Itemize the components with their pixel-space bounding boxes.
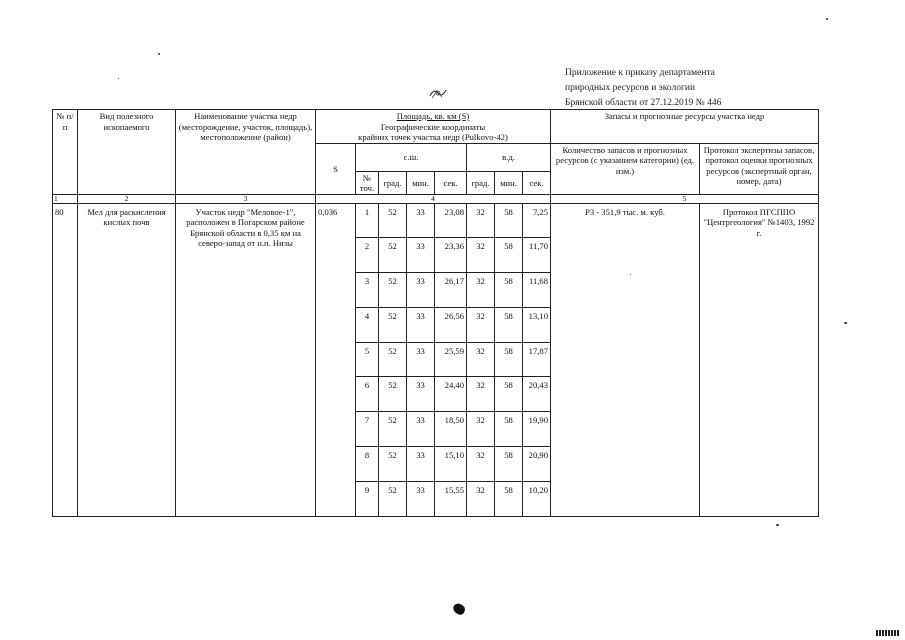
lat-sec: 23,08 (435, 203, 467, 238)
lat-deg: 52 (379, 307, 407, 342)
header-lon-deg: град. (467, 171, 495, 194)
lat-min: 33 (407, 481, 435, 516)
lat-min: 33 (407, 447, 435, 482)
lon-min: 58 (495, 377, 523, 412)
point-number: 7 (356, 412, 379, 447)
header-lat-deg: град. (379, 171, 407, 194)
lon-deg: 32 (467, 447, 495, 482)
header-mineral: Вид полезного ископаемого (78, 110, 176, 195)
scan-speck (158, 53, 160, 55)
lat-sec: 15,55 (435, 481, 467, 516)
lon-min: 58 (495, 447, 523, 482)
appendix-line-2: природных ресурсов и экологии (565, 83, 696, 93)
lon-deg: 32 (467, 412, 495, 447)
lat-min: 33 (407, 203, 435, 238)
point-number: 2 (356, 238, 379, 273)
reserves-table (52, 109, 819, 517)
lon-deg: 32 (467, 481, 495, 516)
lat-sec: 26,17 (435, 273, 467, 308)
record-reserves: Р3 - 351,9 тыс. м. куб. (551, 203, 700, 516)
point-number: 1 (356, 203, 379, 238)
header-coords-title-1: Географические координаты (380, 121, 486, 132)
header-point-no: № точ. (356, 171, 379, 194)
lon-sec: 10,20 (523, 481, 551, 516)
header-lat-sec: сек. (435, 171, 467, 194)
column-number-3: 3 (176, 194, 316, 203)
scan-speck (826, 18, 828, 20)
lat-min: 33 (407, 307, 435, 342)
lon-sec: 11,68 (523, 273, 551, 308)
lat-deg: 52 (379, 447, 407, 482)
header-lon: в.д. (467, 143, 551, 171)
lat-sec: 24,40 (435, 377, 467, 412)
scan-ink-blot (451, 602, 466, 616)
lat-min: 33 (407, 238, 435, 273)
lat-deg: 52 (379, 273, 407, 308)
record-protocol: Протокол ПГСППО "Центргеология" №1403, 1992 г. (700, 203, 819, 516)
appendix-note (565, 66, 795, 111)
scan-speck (776, 524, 779, 526)
lon-sec: 17,87 (523, 342, 551, 377)
lon-min: 58 (495, 273, 523, 308)
header-lat-min: мин. (407, 171, 435, 194)
appendix-line-3: Брянской области от 27.12.2019 № 446 (565, 98, 722, 108)
record-site: Участок недр "Меловое-1", расположен в Погарском районе Брянской области в 0,35 км на северо-запад от н.п. Низы (176, 203, 316, 516)
header-reserves-qty: Количество запасов и прогнозных ресурсов (с указанием категории) (ед. изм.) (551, 143, 700, 194)
lon-deg: 32 (467, 307, 495, 342)
lat-deg: 52 (379, 203, 407, 238)
lon-deg: 32 (467, 203, 495, 238)
header-reserves-title: Запасы и прогнозные ресурсы участка недр (551, 110, 819, 144)
lat-min: 33 (407, 342, 435, 377)
point-number: 5 (356, 342, 379, 377)
point-number: 9 (356, 481, 379, 516)
lat-sec: 26,56 (435, 307, 467, 342)
lon-min: 58 (495, 307, 523, 342)
lon-min: 58 (495, 481, 523, 516)
lat-sec: 23,36 (435, 238, 467, 273)
record-num: 80 (53, 203, 78, 516)
lon-min: 58 (495, 203, 523, 238)
lon-min: 58 (495, 238, 523, 273)
scan-corner-mark (876, 630, 900, 636)
lon-deg: 32 (467, 238, 495, 273)
header-area-coords (316, 110, 551, 144)
header-protocol: Протокол экспертизы запасов, протокол оценки прогнозных ресурсов (экспертный орган, номер, дата) (700, 143, 819, 194)
lon-sec: 7,25 (523, 203, 551, 238)
column-number-2: 2 (78, 194, 176, 203)
lat-sec: 15,10 (435, 447, 467, 482)
header-coords-title-2: крайних точек участка недр (Pulkovo-42) (358, 132, 508, 142)
point-number: 8 (356, 447, 379, 482)
header-s: S (316, 143, 356, 194)
lon-deg: 32 (467, 377, 495, 412)
column-number-5: 5 (551, 194, 819, 203)
lat-deg: 52 (379, 377, 407, 412)
scan-speck (630, 274, 631, 275)
header-area-title: Площадь, кв. км (S) (396, 111, 470, 121)
lat-sec: 18,50 (435, 412, 467, 447)
lon-sec: 20,43 (523, 377, 551, 412)
scan-speck (118, 78, 119, 79)
lat-deg: 52 (379, 238, 407, 273)
column-number-1: 1 (53, 194, 78, 203)
appendix-line-1: Приложение к приказу департамента (565, 68, 715, 78)
lon-sec: 19,90 (523, 412, 551, 447)
record-mineral: Мел для раскисления кислых почв (78, 203, 176, 516)
scan-speck (844, 322, 847, 324)
lat-min: 33 (407, 377, 435, 412)
point-number: 4 (356, 307, 379, 342)
header-lat: с.ш. (356, 143, 467, 171)
lon-sec: 11,70 (523, 238, 551, 273)
lat-sec: 25,59 (435, 342, 467, 377)
lon-sec: 20,90 (523, 447, 551, 482)
header-site-name: Наименование участка недр (месторождение, участок, площадь), местоположение (район) (176, 110, 316, 195)
lon-deg: 32 (467, 273, 495, 308)
stamp-mark-icon (428, 86, 448, 100)
column-number-4: 4 (316, 194, 551, 203)
lat-deg: 52 (379, 342, 407, 377)
lon-min: 58 (495, 412, 523, 447)
record-area: 0,036 (316, 203, 356, 516)
lon-sec: 13,10 (523, 307, 551, 342)
lon-deg: 32 (467, 342, 495, 377)
point-number: 3 (356, 273, 379, 308)
header-num: № п/п (53, 110, 78, 195)
lat-min: 33 (407, 273, 435, 308)
lat-deg: 52 (379, 481, 407, 516)
point-number: 6 (356, 377, 379, 412)
lon-min: 58 (495, 342, 523, 377)
header-lon-min: мин. (495, 171, 523, 194)
coordinates-body (53, 203, 819, 516)
lat-min: 33 (407, 412, 435, 447)
header-lon-sec: сек. (523, 171, 551, 194)
lat-deg: 52 (379, 412, 407, 447)
